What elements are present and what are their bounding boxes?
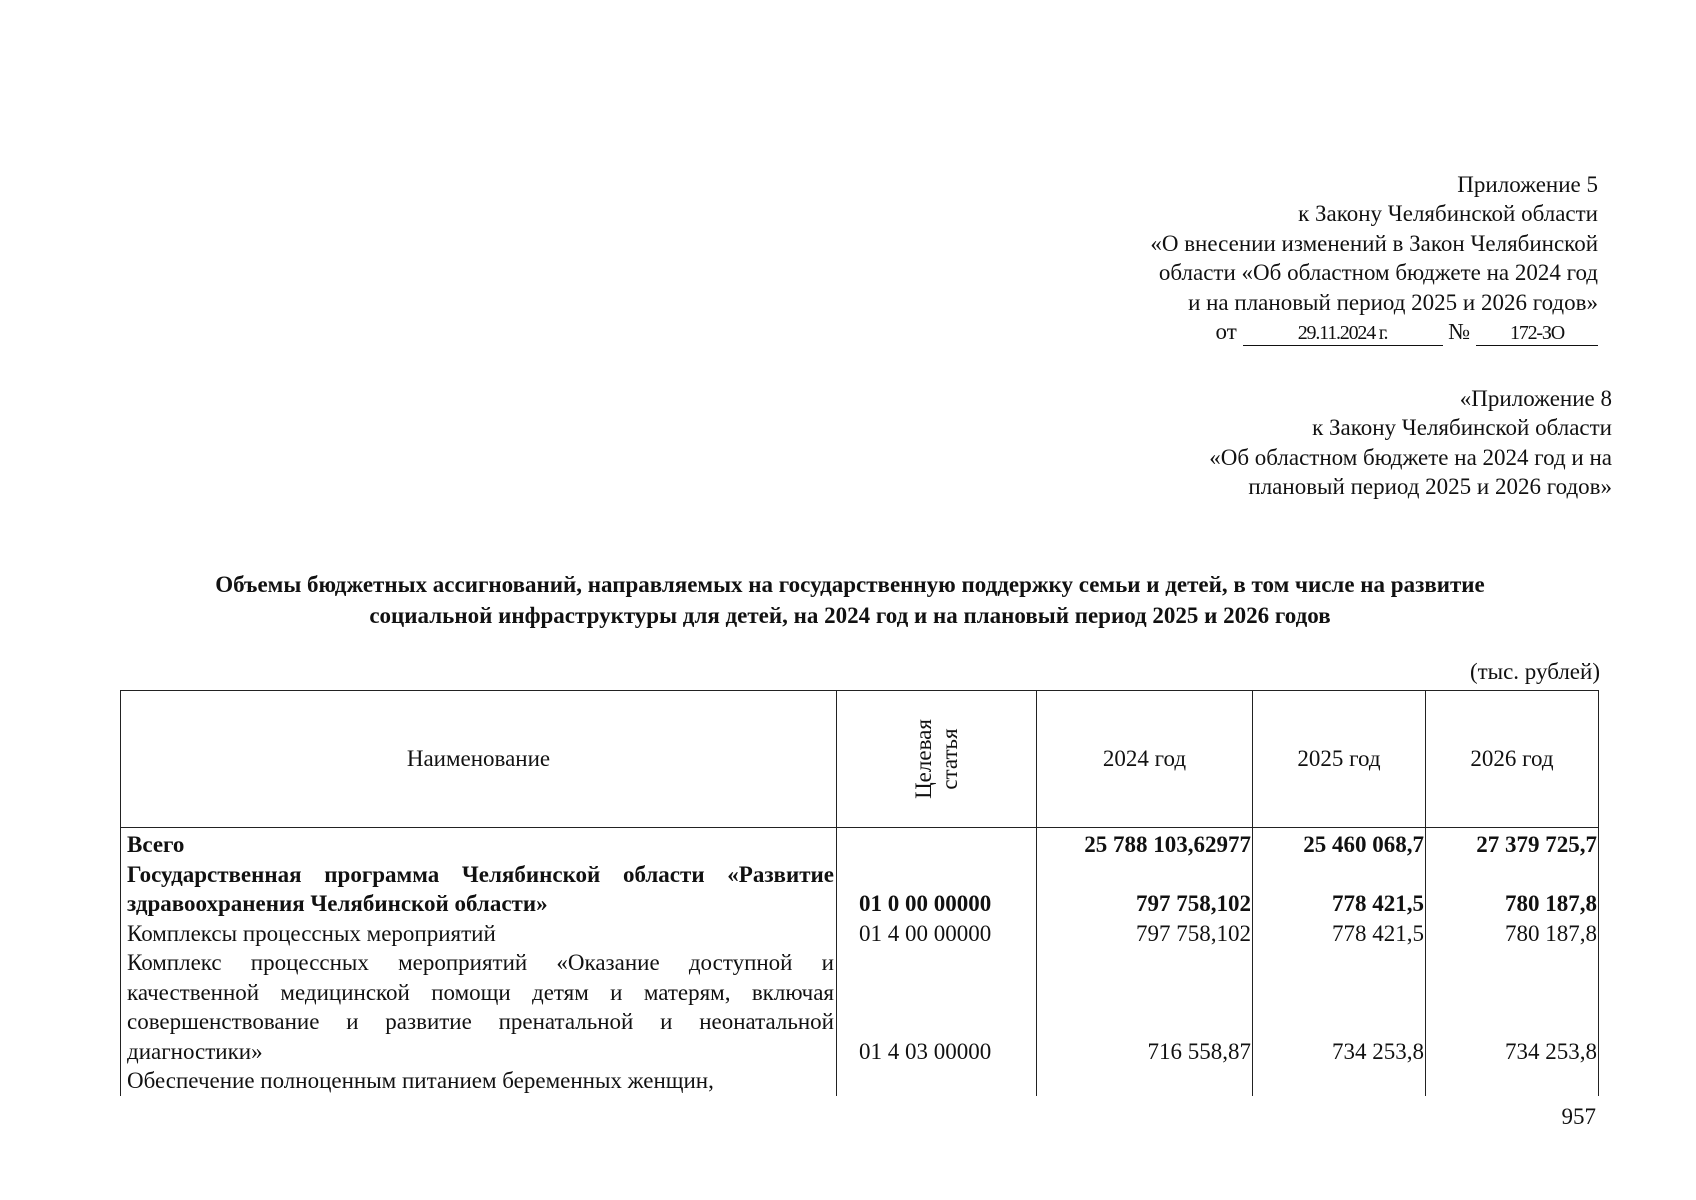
document-title-line-1: Объемы бюджетных ассигнований, направляемых на государственную поддержку семьи и детей, в том числе на развитие (215, 572, 1485, 597)
table-row (121, 948, 1599, 1066)
row-value-2026: 27 379 725,7 (1426, 828, 1599, 860)
row-name: Комплекс процессных мероприятий «Оказание доступной и качественной медицинской помощи детям и матерям, включая совершенствование и развитие пренатальной и неонатальной диагностики» (121, 948, 837, 1066)
row-value-2026: 734 253,8 (1426, 948, 1599, 1066)
appendix-8-line-3: «Об областном бюджете на 2024 год и на (1209, 444, 1612, 470)
row-name: Комплексы процессных мероприятий (121, 919, 837, 949)
appendix-8-header (912, 384, 1612, 502)
appendix-5-line-1: Приложение 5 (1457, 172, 1598, 197)
row-code (837, 1066, 1037, 1096)
appendix-8-line-2: к Закону Челябинской области (1312, 415, 1612, 441)
table-row (121, 828, 1599, 860)
document-title-line-2: социальной инфраструктуры для детей, на 2024 год и на плановый период 2025 и 2026 годов (369, 602, 1331, 628)
appendix-5-header (898, 170, 1598, 346)
row-code: 01 4 03 00000 (837, 948, 1037, 1066)
table-row (121, 919, 1599, 949)
number-sign: № (1448, 319, 1471, 345)
row-value-2026: 780 187,8 (1426, 860, 1599, 919)
appendix-5-line-5: и на плановый период 2025 и 2026 годов» (1188, 289, 1598, 315)
appendix-5-line-3: «О внесении изменений в Закон Челябинской (1150, 230, 1598, 256)
row-code: 01 0 00 00000 (837, 860, 1037, 919)
appendix-5-line-2: к Закону Челябинской области (1298, 201, 1598, 227)
row-code: 01 4 00 00000 (837, 919, 1037, 949)
row-value-2025: 734 253,8 (1253, 948, 1426, 1066)
law-signature-line (898, 317, 1598, 346)
row-value-2026 (1426, 1066, 1599, 1096)
row-value-2025 (1253, 1066, 1426, 1096)
law-number: 172-ЗО (1476, 321, 1598, 346)
header-2026: 2026 год (1426, 691, 1599, 828)
table-row (121, 1066, 1599, 1096)
row-name: Обеспечение полноценным питанием беременных женщин, (121, 1066, 837, 1096)
row-value-2024: 25 788 103,62977 (1037, 828, 1253, 860)
row-value-2025: 25 460 068,7 (1253, 828, 1426, 860)
document-title (100, 570, 1600, 631)
header-2024: 2024 год (1037, 691, 1253, 828)
row-value-2024 (1037, 1066, 1253, 1096)
header-target-article (837, 691, 1037, 828)
row-value-2024: 797 758,102 (1037, 919, 1253, 949)
row-value-2026: 780 187,8 (1426, 919, 1599, 949)
row-value-2024: 797 758,102 (1037, 860, 1253, 919)
table-header-row (121, 691, 1599, 828)
appendix-8-line-4: плановый период 2025 и 2026 годов» (1248, 474, 1612, 500)
row-value-2024: 716 558,87 (1037, 948, 1253, 1066)
header-2025: 2025 год (1253, 691, 1426, 828)
row-value-2025: 778 421,5 (1253, 919, 1426, 949)
appendix-5-line-4: области «Об областном бюджете на 2024 год (1158, 260, 1598, 286)
page-number: 957 (1561, 1104, 1596, 1129)
header-target-article-line-1: Целевая (910, 719, 936, 799)
row-value-2025: 778 421,5 (1253, 860, 1426, 919)
row-name: Всего (121, 828, 837, 860)
header-target-article-line-2: статья (936, 728, 962, 790)
header-name: Наименование (121, 691, 837, 828)
appendix-8-line-1: «Приложение 8 (1459, 386, 1612, 411)
law-date: 29.11.2024 г. (1243, 321, 1443, 346)
budget-table (120, 690, 1599, 1096)
row-name: Государственная программа Челябинской области «Развитие здравоохранения Челябинской области» (121, 860, 837, 919)
units-label: (тыс. рублей) (1469, 659, 1600, 684)
table-row (121, 860, 1599, 919)
row-code (837, 828, 1037, 860)
from-label: от (1215, 319, 1237, 345)
